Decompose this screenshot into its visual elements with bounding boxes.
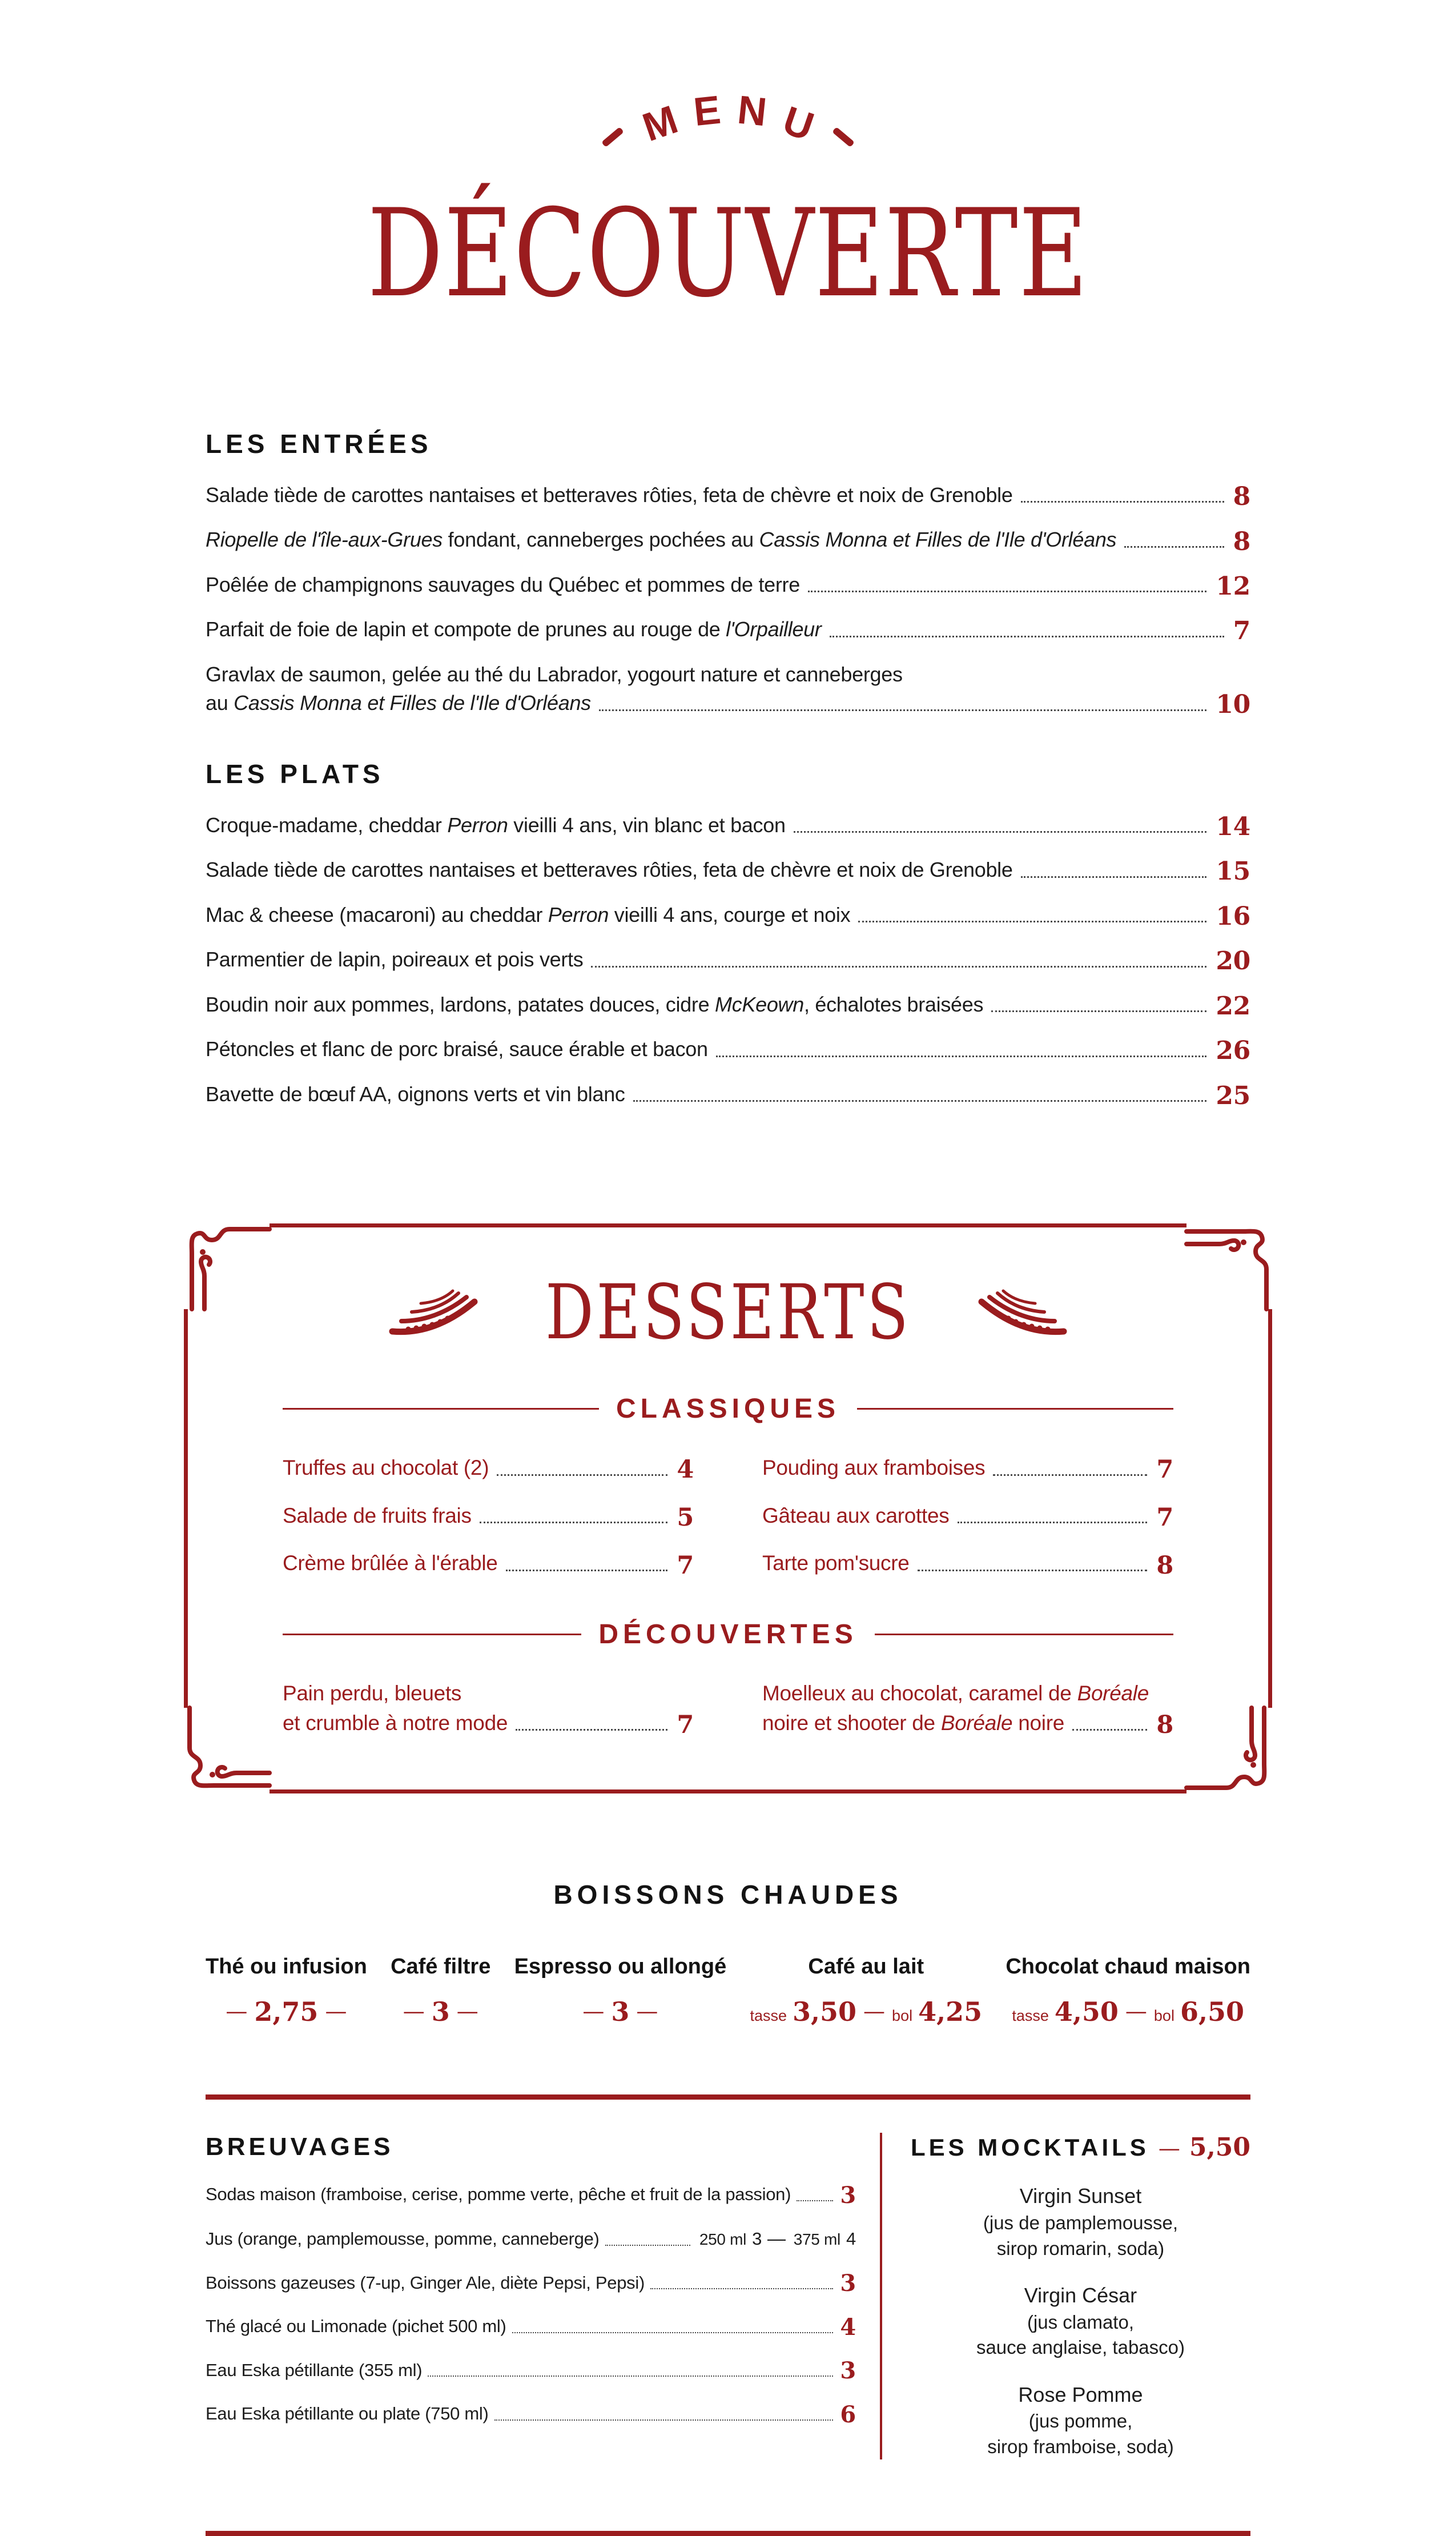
item-text: Gravlax de saumon, gelée au thé du Labrador, yogourt nature et canneberges — [206, 662, 903, 686]
corner-flourish-icon — [1186, 1223, 1272, 1309]
desserts-title-row — [273, 1269, 1183, 1357]
plats-list — [206, 812, 1250, 1110]
corner-flourish-icon — [1186, 1708, 1272, 1793]
item-name — [762, 1711, 1064, 1736]
dotted-leader — [1021, 501, 1224, 503]
price-part-num: 6,50 — [1180, 1996, 1244, 2028]
price-part-dash: — — [456, 1999, 478, 2024]
dotted-leader — [497, 1474, 667, 1476]
menu-item-row — [762, 1455, 1173, 1484]
price-part-num: 2,75 — [254, 1996, 319, 2028]
dotted-leader — [716, 1056, 1207, 1057]
page-title: DÉCOUVERTE — [367, 183, 1089, 324]
boisson-price — [1005, 1996, 1250, 2027]
dotted-leader — [605, 2245, 690, 2246]
item-name — [206, 1082, 625, 1106]
item-text: Boudin noir aux pommes, lardons, patates douces, cidre — [206, 992, 715, 1016]
item-text: Tarte pom'sucre — [762, 1551, 910, 1575]
menu-item-row — [283, 1503, 694, 1532]
price-part-dash: — — [1125, 1999, 1147, 2024]
item-text-italic: Perron — [548, 902, 609, 926]
corner-flourish-icon — [184, 1223, 270, 1309]
boisson-column — [750, 1955, 982, 2027]
dessert-column — [762, 1658, 1173, 1739]
dessert-group-heading: CLASSIQUES — [616, 1394, 840, 1425]
item-text-italic: Boréale — [940, 1711, 1013, 1735]
dotted-leader — [506, 1570, 668, 1571]
dotted-leader — [591, 966, 1206, 968]
price-part-cup: tasse — [750, 2007, 787, 2025]
section-plats — [206, 759, 1250, 1110]
item-price: 10 — [1216, 690, 1250, 720]
header-line — [857, 1408, 1173, 1410]
item-name — [283, 1711, 508, 1736]
price-part-num: 4 — [846, 2228, 856, 2249]
item-price: 3 — [840, 2270, 856, 2297]
menu-item-row — [206, 2270, 856, 2297]
price-part-num: 4,50 — [1054, 1996, 1119, 2028]
menu-item-row — [206, 527, 1250, 556]
menu-item-line1 — [283, 1681, 694, 1706]
boisson-name: Thé ou infusion — [206, 1955, 367, 1979]
item-name — [206, 2184, 791, 2205]
item-text-italic: Cassis Monna et Filles de l'Ile d'Orléans — [759, 528, 1117, 552]
mocktails-heading-row — [911, 2133, 1250, 2162]
item-text: Eau Eska pétillante (355 ml) — [206, 2360, 423, 2380]
menu-item-row — [206, 572, 1250, 601]
item-text: Thé glacé ou Limonade (pichet 500 ml) — [206, 2316, 506, 2337]
item-name — [206, 573, 800, 597]
item-text-italic: McKeown — [715, 992, 804, 1016]
dotted-leader — [599, 709, 1206, 711]
item-name — [283, 1503, 472, 1528]
mocktail-item — [911, 2182, 1250, 2261]
dotted-leader — [1072, 1729, 1147, 1731]
item-price: 4 — [677, 1455, 694, 1484]
item-text: noire et shooter de — [762, 1711, 941, 1735]
item-name — [206, 2360, 422, 2381]
item-text: Salade de fruits frais — [283, 1503, 472, 1527]
arc-dash-icon — [832, 127, 855, 147]
item-price: 22 — [1216, 991, 1250, 1021]
item-text: vieilli 4 ans, vin blanc et bacon — [508, 813, 786, 837]
section-heading-plats: LES PLATS — [206, 759, 384, 789]
menu-item-row — [762, 1551, 1173, 1580]
item-price: 15 — [1216, 857, 1250, 886]
boisson-price — [514, 1996, 727, 2027]
price-part-lab-b: 250 ml — [699, 2230, 747, 2248]
section-heading-boissons: BOISSONS CHAUDES — [553, 1880, 903, 1910]
item-price: 3 — [840, 2181, 856, 2209]
boisson-column — [1005, 1955, 1250, 2027]
menu-item-row — [206, 2313, 856, 2341]
item-text-italic: l'Orpailleur — [726, 617, 822, 641]
price-part-dash: — — [325, 1999, 347, 2024]
boisson-price — [391, 1996, 490, 2027]
menu-item-row — [206, 946, 1250, 976]
header-line — [283, 1408, 599, 1410]
price-part-dash-b: — — [767, 2228, 786, 2249]
item-price: 7 — [677, 1551, 694, 1580]
menu-item-row — [762, 1710, 1173, 1739]
section-mocktails — [880, 2133, 1250, 2459]
price-part-cup: bol — [892, 2007, 913, 2025]
item-price: 7 — [1156, 1503, 1173, 1532]
item-price: 12 — [1216, 572, 1250, 601]
item-text: Crème brûlée à l'érable — [283, 1551, 498, 1575]
price-part-dash: — — [582, 1999, 605, 2024]
boisson-name: Café au lait — [808, 1955, 924, 1979]
price-part-cup: bol — [1153, 2007, 1175, 2025]
dotted-leader — [808, 591, 1206, 592]
menu-item-row — [206, 2357, 856, 2385]
mocktail-name: Virgin Sunset — [1019, 2184, 1142, 2208]
dessert-grid — [283, 1658, 1173, 1739]
boisson-column — [391, 1955, 490, 2027]
arc-dash-icon — [601, 127, 624, 147]
dessert-column — [762, 1432, 1173, 1580]
item-text: fondant, canneberges pochées au — [442, 528, 759, 552]
item-price: 6 — [840, 2401, 856, 2429]
boisson-price — [750, 1996, 982, 2027]
dotted-leader — [958, 1522, 1148, 1523]
item-text: Moelleux au chocolat, caramel de — [762, 1682, 1077, 1706]
price-part-num: 3 — [431, 1996, 450, 2028]
item-price: 7 — [1233, 616, 1250, 646]
mocktail-detail: (jus pomme, — [1028, 2410, 1133, 2432]
menu-item-row — [206, 2228, 856, 2250]
price-part-dash: — — [226, 1999, 248, 2024]
mocktail-detail: (jus clamato, — [1027, 2311, 1134, 2333]
mocktails-dash: — — [1158, 2136, 1180, 2161]
item-text: noire — [1012, 1711, 1065, 1735]
price-part-dash: — — [403, 1999, 425, 2024]
dotted-leader — [1021, 876, 1207, 878]
price-part-num: 3 — [611, 1996, 630, 2028]
item-price: 26 — [1216, 1036, 1250, 1066]
desserts-box — [184, 1223, 1272, 1793]
price-part-num: 3 — [752, 2228, 762, 2249]
header-line — [283, 1634, 581, 1635]
item-text: Boissons gazeuses (7-up, Ginger Ale, diète Pepsi, Pepsi) — [206, 2272, 645, 2293]
dotted-leader — [1124, 546, 1224, 548]
item-price: 20 — [1216, 946, 1250, 976]
item-name — [206, 2316, 506, 2337]
item-text: Eau Eska pétillante ou plate (750 ml) — [206, 2403, 489, 2424]
arc-letter: M — [637, 97, 683, 150]
item-name — [762, 1503, 950, 1528]
item-name — [206, 528, 1116, 552]
menu-item-row — [283, 1551, 694, 1580]
item-text: Parmentier de lapin, poireaux et pois verts — [206, 948, 584, 972]
item-text: Bavette de bœuf AA, oignons verts et vin blanc — [206, 1082, 625, 1106]
item-text: Sodas maison (framboise, cerise, pomme verte, pêche et fruit de la passion) — [206, 2184, 791, 2205]
item-text: au — [206, 691, 234, 715]
item-text: Truffes au chocolat (2) — [283, 1456, 489, 1480]
menu-item-row — [206, 690, 1250, 720]
item-text: Poêlée de champignons sauvages du Québec et pommes de terre — [206, 572, 800, 596]
header-line — [875, 1634, 1173, 1635]
section-entrees — [206, 428, 1250, 720]
dotted-leader — [830, 636, 1224, 637]
menu-item-row — [206, 2181, 856, 2209]
fan-flourish-icon — [976, 1286, 1067, 1340]
dotted-leader — [480, 1522, 668, 1523]
price-part-cup: tasse — [1012, 2007, 1049, 2025]
item-name — [206, 1037, 708, 1061]
menu-item-row — [206, 2401, 856, 2429]
menu-item-line1 — [762, 1681, 1173, 1706]
item-text: Pétoncles et flanc de porc braisé, sauce érable et bacon — [206, 1037, 708, 1061]
section-boissons-chaudes — [206, 1879, 1250, 2027]
dessert-group-heading: DÉCOUVERTES — [598, 1619, 858, 1650]
breuvages-list — [206, 2181, 856, 2429]
menu-item-row — [283, 1710, 694, 1739]
divider-rule-top — [206, 2094, 1250, 2100]
fan-flourish-icon — [389, 1286, 480, 1340]
mocktail-item — [911, 2282, 1250, 2361]
menu-item-row — [206, 901, 1250, 931]
item-text: Croque-madame, cheddar — [206, 813, 448, 837]
item-text: Gâteau aux carottes — [762, 1503, 950, 1527]
item-name — [206, 483, 1013, 507]
boisson-column — [206, 1955, 367, 2027]
section-heading-mocktails: LES MOCKTAILS — [910, 2134, 1149, 2161]
mocktail-detail: (jus de pamplemousse, — [983, 2212, 1179, 2233]
boisson-name: Café filtre — [391, 1955, 491, 1979]
item-text: Salade tiède de carottes nantaises et betteraves rôties, feta de chèvre et noix de Grenoble — [206, 858, 1013, 882]
item-price: 8 — [1156, 1551, 1173, 1580]
menu-item-row — [206, 616, 1250, 646]
item-price: 4 — [840, 2313, 856, 2341]
item-name — [762, 1551, 910, 1576]
menu-item-row — [206, 482, 1250, 512]
menu-item-line1 — [206, 663, 1250, 687]
item-price: 8 — [1233, 482, 1250, 512]
item-price: 16 — [1216, 901, 1250, 931]
item-text-italic: Riopelle de l'île-aux-Grues — [206, 528, 443, 552]
mocktail-name: Rose Pomme — [1018, 2382, 1143, 2406]
price-part-num: 4,25 — [918, 1996, 983, 2028]
mocktail-name: Virgin César — [1024, 2284, 1137, 2308]
menu-item-row — [206, 1036, 1250, 1066]
item-name — [206, 691, 591, 715]
item-name — [206, 903, 850, 927]
dessert-group-header — [283, 1619, 1173, 1650]
dessert-column — [283, 1658, 694, 1739]
item-name — [283, 1455, 489, 1480]
desserts-title: DESSERTS — [545, 1269, 911, 1357]
dotted-leader — [494, 2419, 834, 2421]
arc-letter: N — [735, 87, 769, 135]
menu-arc-word — [0, 0, 1456, 183]
item-name — [206, 2403, 489, 2425]
item-price: 25 — [1216, 1081, 1250, 1110]
item-price: 3 — [840, 2357, 856, 2385]
item-price: 8 — [1156, 1710, 1173, 1739]
price-part-dash: — — [636, 1999, 658, 2024]
item-text-italic: Cassis Monna et Filles de l'Ile d'Orléans — [234, 691, 591, 715]
dotted-leader — [918, 1570, 1148, 1571]
item-price: 7 — [677, 1710, 694, 1739]
item-text: Pain perdu, bleuets — [283, 1682, 462, 1706]
dessert-group-header — [283, 1393, 1173, 1425]
boisson-column — [514, 1955, 727, 2027]
dotted-leader — [428, 2376, 833, 2377]
item-name — [206, 813, 786, 837]
price-part-num: 3,50 — [793, 1996, 857, 2028]
mocktail-detail: sirop framboise, soda) — [987, 2435, 1174, 2457]
item-text: Parfait de foie de lapin et compote de prunes au rouge de — [206, 617, 726, 641]
section-heading-entrees: LES ENTRÉES — [206, 429, 432, 459]
dessert-column — [283, 1432, 694, 1580]
section-heading-breuvages: BREUVAGES — [206, 2133, 394, 2161]
mocktail-item — [911, 2381, 1250, 2460]
dotted-leader — [991, 1010, 1206, 1012]
item-name — [762, 1455, 985, 1480]
menu-content — [206, 428, 1250, 1110]
arc-letter: E — [691, 87, 723, 135]
item-text: Pouding aux framboises — [762, 1456, 986, 1480]
dotted-leader — [512, 2332, 834, 2333]
dotted-leader — [516, 1729, 667, 1731]
entrees-list — [206, 482, 1250, 720]
item-name — [206, 2273, 645, 2294]
item-text: Jus (orange, pamplemousse, pomme, canneberge) — [206, 2229, 600, 2249]
section-breuvages — [206, 2133, 856, 2459]
item-text: et crumble à notre mode — [283, 1711, 508, 1735]
menu-item-row — [283, 1455, 694, 1484]
item-price: 14 — [1216, 812, 1250, 841]
item-text-italic: Perron — [447, 813, 508, 837]
dotted-leader — [650, 2288, 833, 2289]
item-price-group — [697, 2228, 856, 2250]
item-name — [206, 993, 983, 1017]
boisson-price — [206, 1996, 367, 2027]
item-name — [206, 2229, 600, 2250]
menu-item-row — [206, 1081, 1250, 1110]
item-name — [206, 858, 1013, 882]
item-text: Salade tiède de carottes nantaises et betteraves rôties, feta de chèvre et noix de Grenoble — [206, 483, 1013, 507]
item-name — [206, 617, 822, 641]
dotted-leader — [633, 1100, 1207, 1102]
mocktails-price: 5,50 — [1189, 2133, 1250, 2162]
menu-item-row — [206, 991, 1250, 1021]
item-text: Mac & cheese (macaroni) au cheddar — [206, 902, 548, 926]
dessert-groups — [273, 1393, 1183, 1739]
dotted-leader — [993, 1474, 1147, 1476]
boisson-name: Espresso ou allongé — [514, 1955, 727, 1979]
item-text-italic: Boréale — [1077, 1682, 1149, 1706]
divider-rule-bottom — [206, 2531, 1250, 2536]
mocktail-detail: sauce anglaise, tabasco) — [976, 2337, 1185, 2358]
menu-item-row — [206, 812, 1250, 841]
dotted-leader — [797, 2200, 833, 2201]
item-name — [206, 948, 583, 972]
dotted-leader — [794, 831, 1207, 833]
corner-flourish-icon — [184, 1708, 270, 1793]
item-price: 5 — [677, 1503, 694, 1532]
boissons-columns — [206, 1955, 1250, 2027]
item-name — [283, 1551, 498, 1576]
price-part-dash: — — [863, 1999, 886, 2024]
mocktails-list — [911, 2182, 1250, 2459]
dessert-grid — [283, 1432, 1173, 1580]
menu-item-row — [762, 1503, 1173, 1532]
dotted-leader — [858, 921, 1206, 922]
mocktail-detail: sirop romarin, soda) — [996, 2237, 1165, 2259]
bottom-split — [206, 2133, 1250, 2459]
item-price: 8 — [1233, 527, 1250, 556]
item-price: 7 — [1156, 1455, 1173, 1484]
boisson-name: Chocolat chaud maison — [1005, 1955, 1250, 1979]
price-part-lab-b: 375 ml — [793, 2230, 840, 2248]
item-text: vieilli 4 ans, courge et noix — [609, 902, 851, 926]
menu-item-row — [206, 857, 1250, 886]
item-text: , échalotes braisées — [803, 992, 984, 1016]
arc-letter: U — [777, 97, 819, 150]
